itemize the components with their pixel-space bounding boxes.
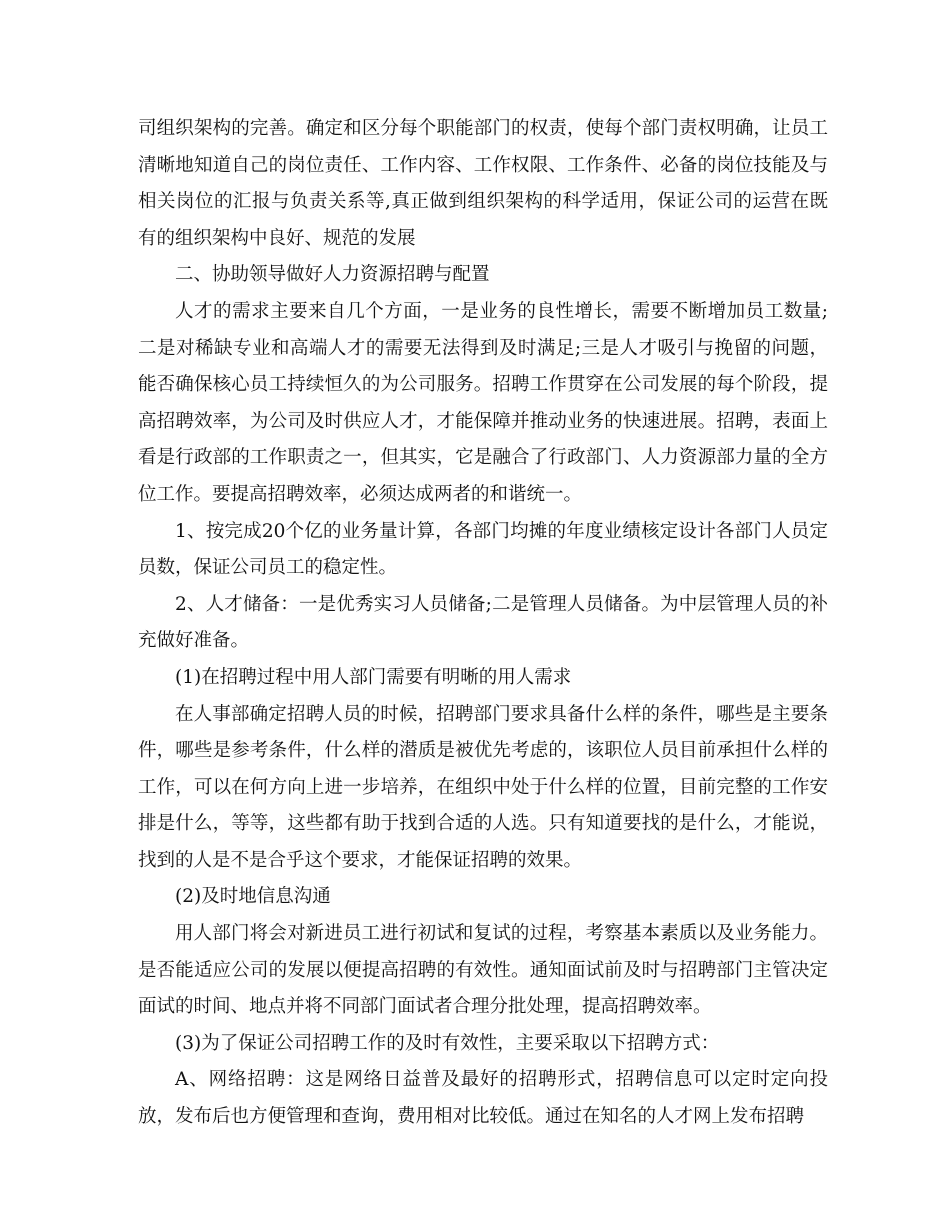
section-heading-2: 二、协助领导做好人力资源招聘与配置 [175, 264, 490, 286]
subheading-2: (2)及时地信息沟通 [175, 886, 331, 908]
subheading-3: (3)为了保证公司招聘工作的及时有效性，主要采取以下招聘方式： [175, 1032, 720, 1054]
list-item-1: 1、按完成20个亿的业务量计算，各部门均摊的年度业绩核定设计各部门人员定员数，保证公司员工的稳定性。 [138, 520, 828, 579]
document-body [138, 111, 828, 1136]
paragraph-9: 用人部门将会对新进员工进行初试和复试的过程，考察基本素质以及业务能力。是否能适应公司的发展以便提高招聘的有效性。通知面试前及时与招聘部门主管决定面试的时间、地点并将不同部门面试者合理分批处理，提高招聘效率。 [138, 923, 828, 1018]
paragraph-3: 人才的需求主要来自几个方面，一是业务的良性增长，需要不断增加员工数量;二是对稀缺专业和高端人才的需要无法得到及时满足;三是人才吸引与挽留的问题，能否确保核心员工持续恒久的为公司服务。招聘工作贯穿在公司发展的每个阶段，提高招聘效率，为公司及时供应人才，才能保障并推动业务的快速进展。招聘，表面上看是行政部的工作职责之一，但其实，它是融合了行政部门、人力资源部力量的全方位工作。要提高招聘效率，必须达成两者的和谐统一。 [138, 300, 828, 505]
paragraph-7: 在人事部确定招聘人员的时候，招聘部门要求具备什么样的条件，哪些是主要条件，哪些是参考条件，什么样的潜质是被优先考虑的，该职位人员目前承担什么样的工作，可以在何方向上进一步培养，在组织中处于什么样的位置，目前完整的工作安排是什么，等等，这些都有助于找到合适的人选。只有知道要找的是什么，才能说，找到的人是不是合乎这个要求，才能保证招聘的效果。 [138, 703, 828, 871]
subheading-1: (1)在招聘过程中用人部门需要有明晰的用人需求 [175, 666, 572, 688]
paragraph-1: 司组织架构的完善。确定和区分每个职能部门的权责，使每个部门责权明确，让员工清晰地知道自己的岗位责任、工作内容、工作权限、工作条件、必备的岗位技能及与相关岗位的汇报与负责关系等,真正做到组织架构的科学适用，保证公司的运营在既有的组织架构中良好、规范的发展 [138, 118, 828, 249]
list-item-2: 2、人才储备：一是优秀实习人员储备;二是管理人员储备。为中层管理人员的补充做好准备。 [138, 593, 828, 652]
paragraph-11: A、网络招聘：这是网络日益普及最好的招聘形式，招聘信息可以定时定向投放，发布后也方便管理和查询，费用相对比较低。通过在知名的人才网上发布招聘 [138, 1069, 828, 1128]
